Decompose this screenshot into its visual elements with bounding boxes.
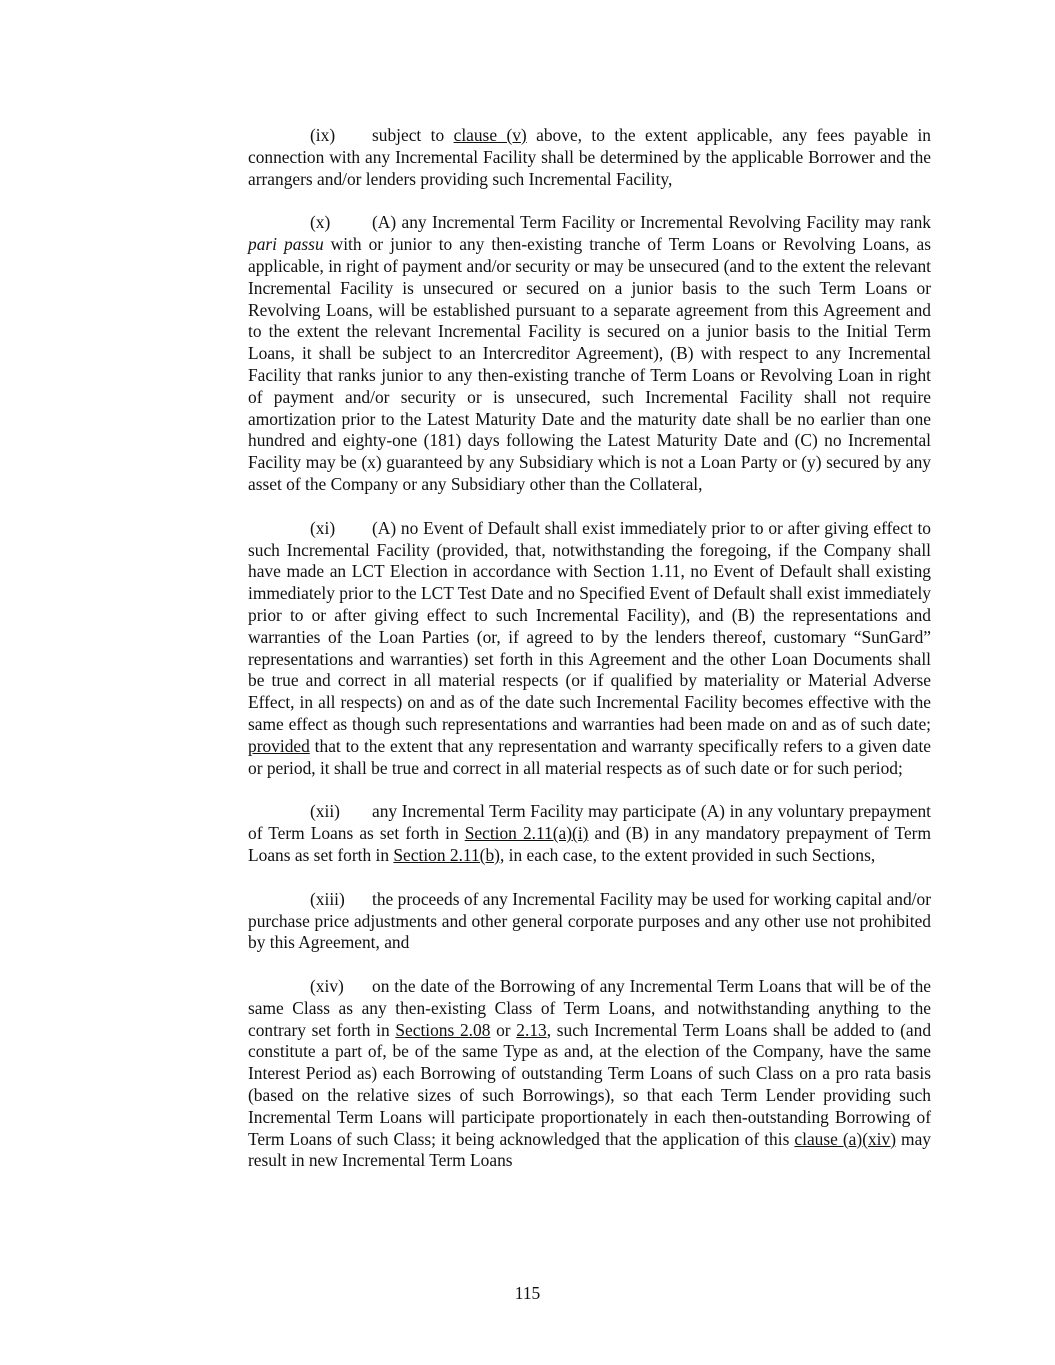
paragraph-text: that to the extent that any representation and warranty specifically refers to a given date or period, it shall be true and correct in all material respects as of such date or for such period; xyxy=(248,735,931,778)
clause-number: (x) xyxy=(310,212,331,233)
document-page xyxy=(248,125,931,1194)
cross-reference: Section 2.11(a)(i) xyxy=(464,823,589,844)
paragraph-text: and (B) in any mandatory prepayment of Term Loans as set forth in xyxy=(248,823,931,865)
paragraph-text: any Incremental Term Facility may participate (A) in any voluntary prepayment of Term Loans as set forth in xyxy=(248,801,931,844)
paragraph-ix xyxy=(248,125,931,190)
paragraph-text: the proceeds of any Incremental Facility may be used for working capital and/or purchase price adjustments and other general corporate purposes and any other use not prohibited by this Agreement, and xyxy=(248,888,931,953)
cross-reference: clause (v) xyxy=(453,125,527,145)
paragraph-text: on the date of the Borrowing of any Incremental Term Loans that will be of the same Class as any then-existing Class of Term Loans, and notwithstanding anything to the contrary set forth in xyxy=(248,976,931,1040)
underlined-term: provided xyxy=(248,735,310,756)
paragraph-xii xyxy=(248,801,931,866)
cross-reference: clause (a)(xiv) xyxy=(794,1128,896,1149)
clause-number: (xiv) xyxy=(310,976,344,997)
paragraph-xiii xyxy=(248,889,931,954)
italic-term: pari passu xyxy=(248,234,324,255)
paragraph-text: or xyxy=(490,1019,517,1040)
paragraph-x xyxy=(248,212,931,495)
paragraph-text: , such Incremental Term Loans shall be added to (and constitute a part of, be of the same Type as and, at the election of the Company, have the same Interest Period as) each Borrowing of outstanding Term Loans of such Class on a pro rata basis (based on the relative sizes of such Borrowings), so that each Term Lender providing such Incremental Term Loans will participate proportionately in each then-outstanding Borrowing of Term Loans of such Class; it being acknowledged that the application of this xyxy=(248,1019,932,1149)
paragraph-xi xyxy=(248,518,931,780)
cross-reference: 2.13 xyxy=(516,1019,547,1040)
clause-number: (xi) xyxy=(310,517,336,538)
paragraph-xiv xyxy=(248,976,931,1172)
clause-number: (xii) xyxy=(310,801,340,822)
paragraph-text: (A) any Incremental Term Facility or Incremental Revolving Facility may rank xyxy=(372,212,931,233)
paragraph-text: above, to the extent applicable, any fees payable in connection with any Incremental Facility shall be determined by the applicable Borrower and the arrangers and/or lenders providing such Incremental Facility, xyxy=(248,125,932,189)
paragraph-text: may result in new Incremental Term Loans xyxy=(248,1128,931,1171)
paragraph-text: (A) no Event of Default shall exist immediately prior to or after giving effect to such Incremental Facility (provided, that, notwithstanding the foregoing, if the Company shall have made an LCT Election in accordance with Section 1.11, no Event of Default shall existing immediately prior to the LCT Test Date and no Specified Event of Default shall exist immediately prior to or after giving effect to such Incremental Facility), and (B) the representations and warranties of the Loan Parties (or, if agreed to by the lenders thereof, customary “SunGard” representations and warranties) set forth in this Agreement and the other Loan Documents shall be true and correct in all material respects (or if qualified by materiality or Material Adverse Effect, in all respects) on and as of the date such Incremental Facility becomes effective with the same effect as though such representations and warranties had been made on and as of such date; xyxy=(248,517,931,734)
cross-reference: Section 2.11(b) xyxy=(393,844,500,865)
paragraph-text: with or junior to any then-existing tranche of Term Loans or Revolving Loans, as applicable, in right of payment and/or security or may be unsecured (and to the extent the relevant Incremental Facility is unsecured or secured on a junior basis to the such Term Loans or Revolving Loans, will be established pursuant to a separate agreement from this Agreement and to the extent the relevant Incremental Facility is secured on a junior basis to the Initial Term Loans, it shall be subject to an Intercreditor Agreement), (B) with respect to any Incremental Facility that ranks junior to any then-existing tranche of Term Loans or Revolving Loan in right of payment and/or security or is unsecured, such Incremental Facility shall not require amortization prior to the Latest Maturity Date and the maturity date shall be no earlier than one hundred and eighty-one (181) days following the Latest Maturity Date and (C) no Incremental Facility may be (x) guaranteed by any Subsidiary which is not a Loan Party or (y) secured by any asset of the Company or any Subsidiary other than the Collateral, xyxy=(248,234,931,494)
cross-reference: Sections 2.08 xyxy=(395,1019,491,1040)
clause-number: (ix) xyxy=(310,125,336,145)
clause-number: (xiii) xyxy=(310,888,345,909)
page-number: 115 xyxy=(514,1283,541,1303)
paragraph-text: , in each case, to the extent provided in such Sections, xyxy=(499,844,876,865)
paragraph-text: subject to xyxy=(372,125,454,145)
